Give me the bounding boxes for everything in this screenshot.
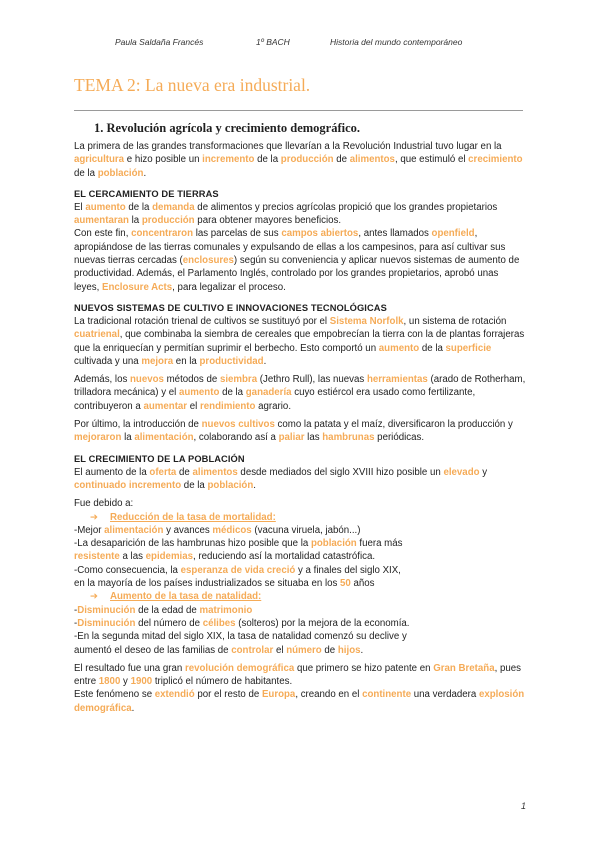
text-run: , que estimuló el (394, 154, 469, 166)
text-run: de (176, 466, 193, 478)
sistemas-paragraph-3 (74, 418, 526, 445)
highlighted-term: población (207, 479, 254, 491)
text-run: (vacuna viruela, jabón...) (251, 524, 361, 536)
text-run: Además, los (74, 374, 130, 386)
text-run: por el resto de (194, 689, 262, 701)
text-run: de la edad de (135, 604, 200, 616)
highlighted-term: revolución demográfica (184, 662, 295, 674)
text-run: de la (254, 154, 281, 166)
bullet-line (74, 524, 526, 537)
text-run: de la (181, 479, 208, 491)
highlighted-term: incremento (202, 154, 255, 166)
text-run: y (479, 466, 488, 478)
highlighted-term: aumentaran (74, 215, 129, 227)
cercamiento-paragraph-1 (74, 201, 526, 228)
highlighted-term: oferta (149, 466, 177, 478)
highlighted-term: aumentar (143, 400, 188, 412)
text-run: y avances (163, 524, 213, 536)
highlighted-term: mejora (141, 355, 174, 367)
highlighted-term: 50 (340, 578, 351, 590)
highlighted-term: aumento (378, 342, 420, 354)
text-run: (arado de Rotherham, trilladora mecánica) y el (74, 374, 526, 399)
poblacion-paragraph-3 (74, 688, 526, 715)
bullet-line (74, 550, 526, 563)
text-run: cuyo estiércol era usado como fertilizante, contribuyeron a (74, 387, 476, 412)
highlighted-term: explosión demográfica (74, 689, 525, 714)
text-run: La primera de las grandes transformaciones que llevarían a la Revolución Industrial tuvo lugar en la (74, 141, 502, 152)
highlighted-term: Europa (261, 689, 296, 701)
highlighted-term: extendió (154, 689, 195, 701)
text-run: El (74, 201, 86, 213)
highlighted-term: aumento (85, 201, 126, 213)
text-run: periódicas. (374, 432, 425, 444)
text-run: -En la segunda mitad del siglo XIX, la tasa de natalidad comenzó su declive y (74, 631, 407, 643)
highlighted-term: continuado incremento (74, 479, 182, 491)
text-run: . (360, 644, 364, 656)
text-run: , creando en el (295, 689, 363, 701)
text-run: en la mayoría de los países industrializados se situaba en los (74, 578, 341, 590)
highlighted-term: continente (362, 689, 412, 701)
title-divider (74, 110, 523, 111)
text-run: de (333, 154, 350, 166)
text-run: , apropiándose de las tierras comunales y expulsando de ellas a los campesinos, para así cultivar sus nuevas tierras cercadas ( (74, 228, 506, 267)
text-run: el (187, 400, 201, 412)
highlighted-term: Enclosure Acts (102, 281, 173, 293)
header-subject: Historia del mundo contemporáneo (330, 37, 463, 47)
page-number: 1 (521, 801, 527, 811)
text-run: la (121, 432, 135, 444)
highlighted-term: producción (141, 215, 195, 227)
header-author: Paula Saldaña Francés (115, 37, 204, 47)
text-run: . (131, 702, 135, 714)
text-run: (solteros) por la mejora de la economía. (235, 617, 410, 629)
text-run: que primero se hizo patente en (294, 662, 434, 674)
highlighted-term: médicos (212, 524, 252, 536)
highlighted-term: 1800 (98, 676, 121, 688)
bullet-line (74, 617, 526, 630)
text-run: , que combinaba la siembra de cereales que empobrecían la tierra con la de plantas forrajeras que la enriquecían y permitían suprimir el berbecho. Esto comportó un (74, 329, 525, 354)
section-heading: 1. Revolución agrícola y crecimiento demográfico. (94, 121, 361, 135)
subheading-cercamiento: EL CERCAMIENTO DE TIERRAS (74, 188, 219, 199)
highlighted-term: matrimonio (199, 604, 253, 616)
text-run: de la (219, 387, 246, 399)
list-item-label: Aumento de la tasa de natalidad: (110, 591, 262, 603)
text-run: del número de (135, 617, 203, 629)
highlighted-term: hambrunas (322, 432, 375, 444)
highlighted-term: enclosures (182, 255, 234, 267)
text-run: y (120, 676, 131, 688)
list-item-natalidad (90, 590, 526, 603)
text-run: y a finales del siglo XIX, (295, 564, 401, 576)
highlighted-term: población (97, 167, 144, 179)
highlighted-term: número (286, 644, 322, 656)
text-run: -Mejor (74, 524, 105, 536)
list-item-mortalidad (90, 511, 526, 524)
highlighted-term: población (310, 538, 357, 550)
highlighted-term: elevado (443, 466, 480, 478)
highlighted-term: alimentación (134, 432, 194, 444)
text-run: , reduciendo así la mortalidad catastrófica. (193, 551, 376, 563)
text-run: de alimentos y precios agrícolas propició que los grandes propietarios (194, 201, 498, 213)
text-run: -Como consecuencia, la (74, 564, 181, 576)
highlighted-term: campos abiertos (281, 228, 359, 240)
highlighted-term: Sistema Norfolk (329, 315, 404, 327)
text-run: triplicó el número de habitantes. (152, 676, 293, 688)
highlighted-term: nuevos (130, 374, 164, 386)
document-body (74, 120, 526, 715)
due-to-line: Fue debido a: (74, 498, 134, 510)
list-item-label: Reducción de la tasa de mortalidad: (110, 511, 276, 523)
highlighted-term: siembra (219, 374, 258, 386)
arrow-right-icon: ➔ (90, 511, 99, 523)
text-run: Con este fin, (74, 228, 132, 240)
highlighted-term: alimentación (104, 524, 164, 536)
text-run: , colaborando así a (193, 432, 279, 444)
text-run: El aumento de la (74, 466, 150, 478)
sistemas-paragraph-2 (74, 373, 526, 413)
highlighted-term: cuatrienal (74, 329, 120, 341)
text-run: . (263, 355, 267, 367)
bullet-line (74, 564, 526, 577)
text-run: - (74, 617, 78, 629)
highlighted-term: resistente (74, 551, 120, 563)
highlighted-term: célibes (202, 617, 236, 629)
highlighted-term: openfield (431, 228, 475, 240)
text-run: métodos de (163, 374, 220, 386)
text-run: de la (419, 342, 446, 354)
text-run: Este fenómeno se (74, 689, 155, 701)
highlighted-term: Disminución (77, 617, 136, 629)
highlighted-term: alimentos (349, 154, 395, 166)
text-run: el (273, 644, 287, 656)
text-run: , pues entre (74, 662, 521, 688)
header-course: 1º BACH (256, 37, 290, 47)
highlighted-term: Disminución (77, 604, 136, 616)
text-run: de la (125, 201, 153, 213)
text-run: de la (74, 167, 98, 179)
highlighted-term: agricultura (74, 154, 125, 166)
text-run: . (143, 167, 147, 179)
text-run: , un sistema de rotación (403, 315, 507, 327)
text-run: desde mediados del siglo XVIII hizo posible un (237, 466, 444, 478)
highlighted-term: aumento (179, 387, 220, 399)
highlighted-term: esperanza de vida creció (180, 564, 296, 576)
text-run: fuera más (356, 538, 403, 550)
text-run: El resultado fue una gran (74, 662, 185, 674)
text-run: La tradicional rotación trienal de cultivos se sustituyó por el (74, 315, 330, 327)
text-run: e hizo posible un (124, 154, 203, 166)
highlighted-term: nuevos cultivos (201, 419, 275, 431)
text-run: la (128, 215, 142, 227)
text-run: , antes llamados (358, 228, 432, 240)
subheading-sistemas: NUEVOS SISTEMAS DE CULTIVO E INNOVACIONES TECNOLÓGICAS (74, 302, 387, 313)
highlighted-term: superficie (445, 342, 492, 354)
text-run: años (350, 578, 375, 590)
highlighted-term: rendimiento (200, 400, 256, 412)
highlighted-term: controlar (231, 644, 274, 656)
text-run: - (74, 604, 78, 616)
text-run: . (253, 479, 256, 491)
highlighted-term: productividad (199, 355, 264, 367)
highlighted-term: herramientas (366, 374, 428, 386)
highlighted-term: 1900 (130, 676, 153, 688)
bullet-line (74, 577, 526, 590)
bullet-line (74, 630, 526, 643)
highlighted-term: producción (280, 154, 334, 166)
highlighted-term: crecimiento (468, 154, 523, 166)
intro-paragraph (74, 140, 526, 180)
text-run: como la patata y el maíz, diversificaron la producción y (274, 419, 513, 431)
text-run: cultivada y una (74, 355, 142, 367)
highlighted-term: concentraron (131, 228, 193, 240)
text-run: , para legalizar el proceso. (172, 281, 286, 293)
text-run: en la (173, 355, 200, 367)
sistemas-paragraph-1 (74, 315, 526, 368)
text-run: aumentó el deseo de las familias de (74, 644, 232, 656)
poblacion-paragraph-2 (74, 662, 526, 689)
text-run: de (321, 644, 338, 656)
bullet-line (74, 537, 526, 550)
highlighted-term: alimentos (192, 466, 238, 478)
text-run: (Jethro Rull), las nuevas (257, 374, 367, 386)
document-title: TEMA 2: La nueva era industrial. (74, 75, 311, 95)
subheading-poblacion: EL CRECIMIENTO DE LA POBLACIÓN (74, 453, 245, 464)
text-run: agrario. (255, 400, 292, 412)
text-run: para obtener mayores beneficios. (194, 215, 342, 227)
poblacion-paragraph-1 (74, 466, 526, 493)
highlighted-term: Gran Bretaña (433, 662, 495, 674)
bullet-line (74, 604, 526, 617)
text-run: a las (119, 551, 146, 563)
highlighted-term: ganadería (245, 387, 292, 399)
text-run: Por último, la introducción de (74, 419, 202, 431)
highlighted-term: hijos (337, 644, 361, 656)
text-run: -La desaparición de las hambrunas hizo posible que la (74, 538, 311, 550)
text-run: ) según su conveniencia y aplicar nuevos sistemas de aumento de productividad. Además, el Parlamento Inglés, controlado por los grandes propietarios, aprobó unas leyes, (74, 255, 520, 293)
highlighted-term: mejoraron (74, 432, 122, 444)
text-run: las (304, 432, 323, 444)
text-run: una verdadera (411, 689, 479, 701)
cercamiento-paragraph-2 (74, 227, 526, 293)
arrow-right-icon: ➔ (90, 591, 99, 603)
highlighted-term: paliar (278, 432, 305, 444)
highlighted-term: demanda (152, 201, 195, 213)
bullet-line (74, 644, 526, 657)
highlighted-term: epidemias (145, 551, 194, 563)
text-run: las parcelas de sus (193, 228, 282, 240)
